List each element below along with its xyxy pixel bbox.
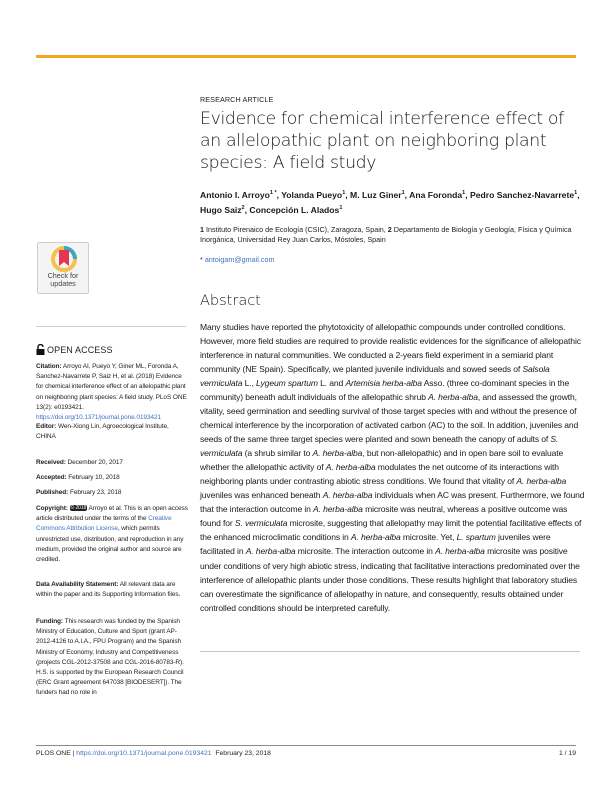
footer-date: February 23, 2018 [215,750,271,757]
journal-accent-bar [36,55,576,58]
data-availability-block: Data Availability Statement: All relevant data are within the paper and its Supporting Information files. [36,581,181,599]
citation-doi-link[interactable]: https://doi.org/10.1371/journal.pone.0193421 [36,414,161,422]
page-footer [36,750,576,757]
copyright-badge: © 2018 [70,505,87,511]
abstract-body: Many studies have reported the phytotoxicity of allelopathic compounds under controlled conditions. However, more field studies are required to provide realistic evidences for the significance of allelopathic interference in natural communities. We conducted a 2-years field experiment in a semiarid plant community (NE Spain). Specifically, we planted juvenile individuals and sowed seeds of Salsola vermiculata L., Lygeum spartum L. and Artemisia herba-alba Asso. (three co-dominant species in the community) beneath adult individuals of the allelopathic shrub A. herba-alba, and assessed the growth, vitality, seed germination and seedling survival of those target species with and without the presence of chemical interference by the incorporation of activated carbon (AC) to the soil. In addition, juveniles and seeds of the same three target species were planted and sown beneath the canopy of adults of S. vermiculata (a shrub similar to A. herba-alba, but non-allelopathic) and in open bare soil to evaluate whether the allelopathic activity of A. herba-alba modulates the net outcome of its interactions with neighboring plants under contrasting abiotic stress conditions. We found that vitality of A. herba-alba juveniles was enhanced beneath A. herba-alba individuals when AC was present. Furthermore, we found that the interaction outcome in A. herba-alba microsite was neutral, whereas a positive outcome was found for S. vermiculata microsite, suggesting that allelopathy may limit the potential facilitative effects of the enhanced microclimatic conditions in A. herba-alba microsite. Yet, L. spartum juveniles were facilitated in A. herba-alba microsite. The interaction outcome in A. herba-alba microsite was positive under conditions of very high abiotic stress, indicating that facilitative interactions predominated over the interference of allelopathic plants under those conditions. These results highlight that laboratory studies can overestimate the significance of allelopathy in nature, and consequently, results obtained under controlled conditions should be interpreted carefully. [200,321,585,613]
cc-license-link[interactable]: Creative Commons Attribution License [36,515,172,533]
author-list: Antonio I. Arroyo$^1$ *, Yolanda Pueyo$^1$, M. Luz Giner$^1$, Ana Foronda$^1$, Pedro Sanchez-Navarrete$^1$, Hugo Saiz$^2$, Concepción L. Alados$^1$ [200,189,580,215]
published-date: Published: February 23, 2018 [36,489,122,496]
article-title: Evidence for chemical interference effect of an allelopathic plant on neighboring plant species: A field study [200,109,564,173]
abstract-divider [200,651,580,652]
footer-doi-link[interactable]: https://doi.org/10.1371/journal.pone.0193421 [76,750,212,757]
funding-block: Funding: This research was funded by the Spanish Ministry of Education, Culture and Sport (grant AP-2012-4126 to A.I.A., FPU Program) and the Spanish Ministry of Economy, Industry and Competitiveness (projects CGL-2012-37508 and CGL-2016-80783-R). H.S. is supported by the European Research Council (ERC Grant agreement 647038 [BIODESERT]). The funders had no role in [36,618,184,697]
affiliations: 1 Instituto Pirenaico de Ecología (CSIC), Zaragoza, Spain, 2 Departamento de Biología y Geología, Física y Química Inorgánica, Universidad Rey Juan Carlos, Móstoles, Spain [200,224,572,245]
open-access-label: OPEN ACCESS [36,344,113,355]
author-email-link[interactable]: antoigam@gmail.com [204,254,275,264]
open-lock-icon [36,344,45,355]
article-header [200,95,585,615]
citation-block: Citation: Arroyo AI, Pueyo Y, Giner ML, Foronda A, Sanchez-Navarrete P, Saiz H, et al. (2018) Evidence for chemical interference effect of an allelopathic plant on neighboring plant species: A field study. PLoS ONE 13(2): e0193421. https://doi.org/10.1371/journal.pone.0193421 [36,363,187,422]
article-type: RESEARCH ARTICLE [200,95,274,104]
copyright-block: Copyright: © 2018 Arroyo et al. This is an open access article distributed under the terms of the Creative Commons Attribution License, which permits unrestricted use, distribution, and reproduction in any medium, provided the original author and source are credited. [36,505,188,564]
check-for-updates-badge[interactable] [37,242,89,294]
footer-divider [36,745,576,746]
abstract-heading: Abstract [200,292,261,309]
check-for-updates-label: Check for updates [47,271,79,288]
page-number: 1 / 19 [558,750,576,757]
sidebar-divider [36,326,186,327]
footer-journal: PLOS ONE | [36,750,75,757]
accepted-date: Accepted: February 10, 2018 [36,474,120,481]
crossmark-icon [49,246,79,272]
editor-block: Editor: Wen-Xiong Lin, Agroecological Institute, CHINA [36,423,169,441]
received-date: Received: December 20, 2017 [36,459,123,466]
correspondence: * antoigam@gmail.com [200,254,275,264]
